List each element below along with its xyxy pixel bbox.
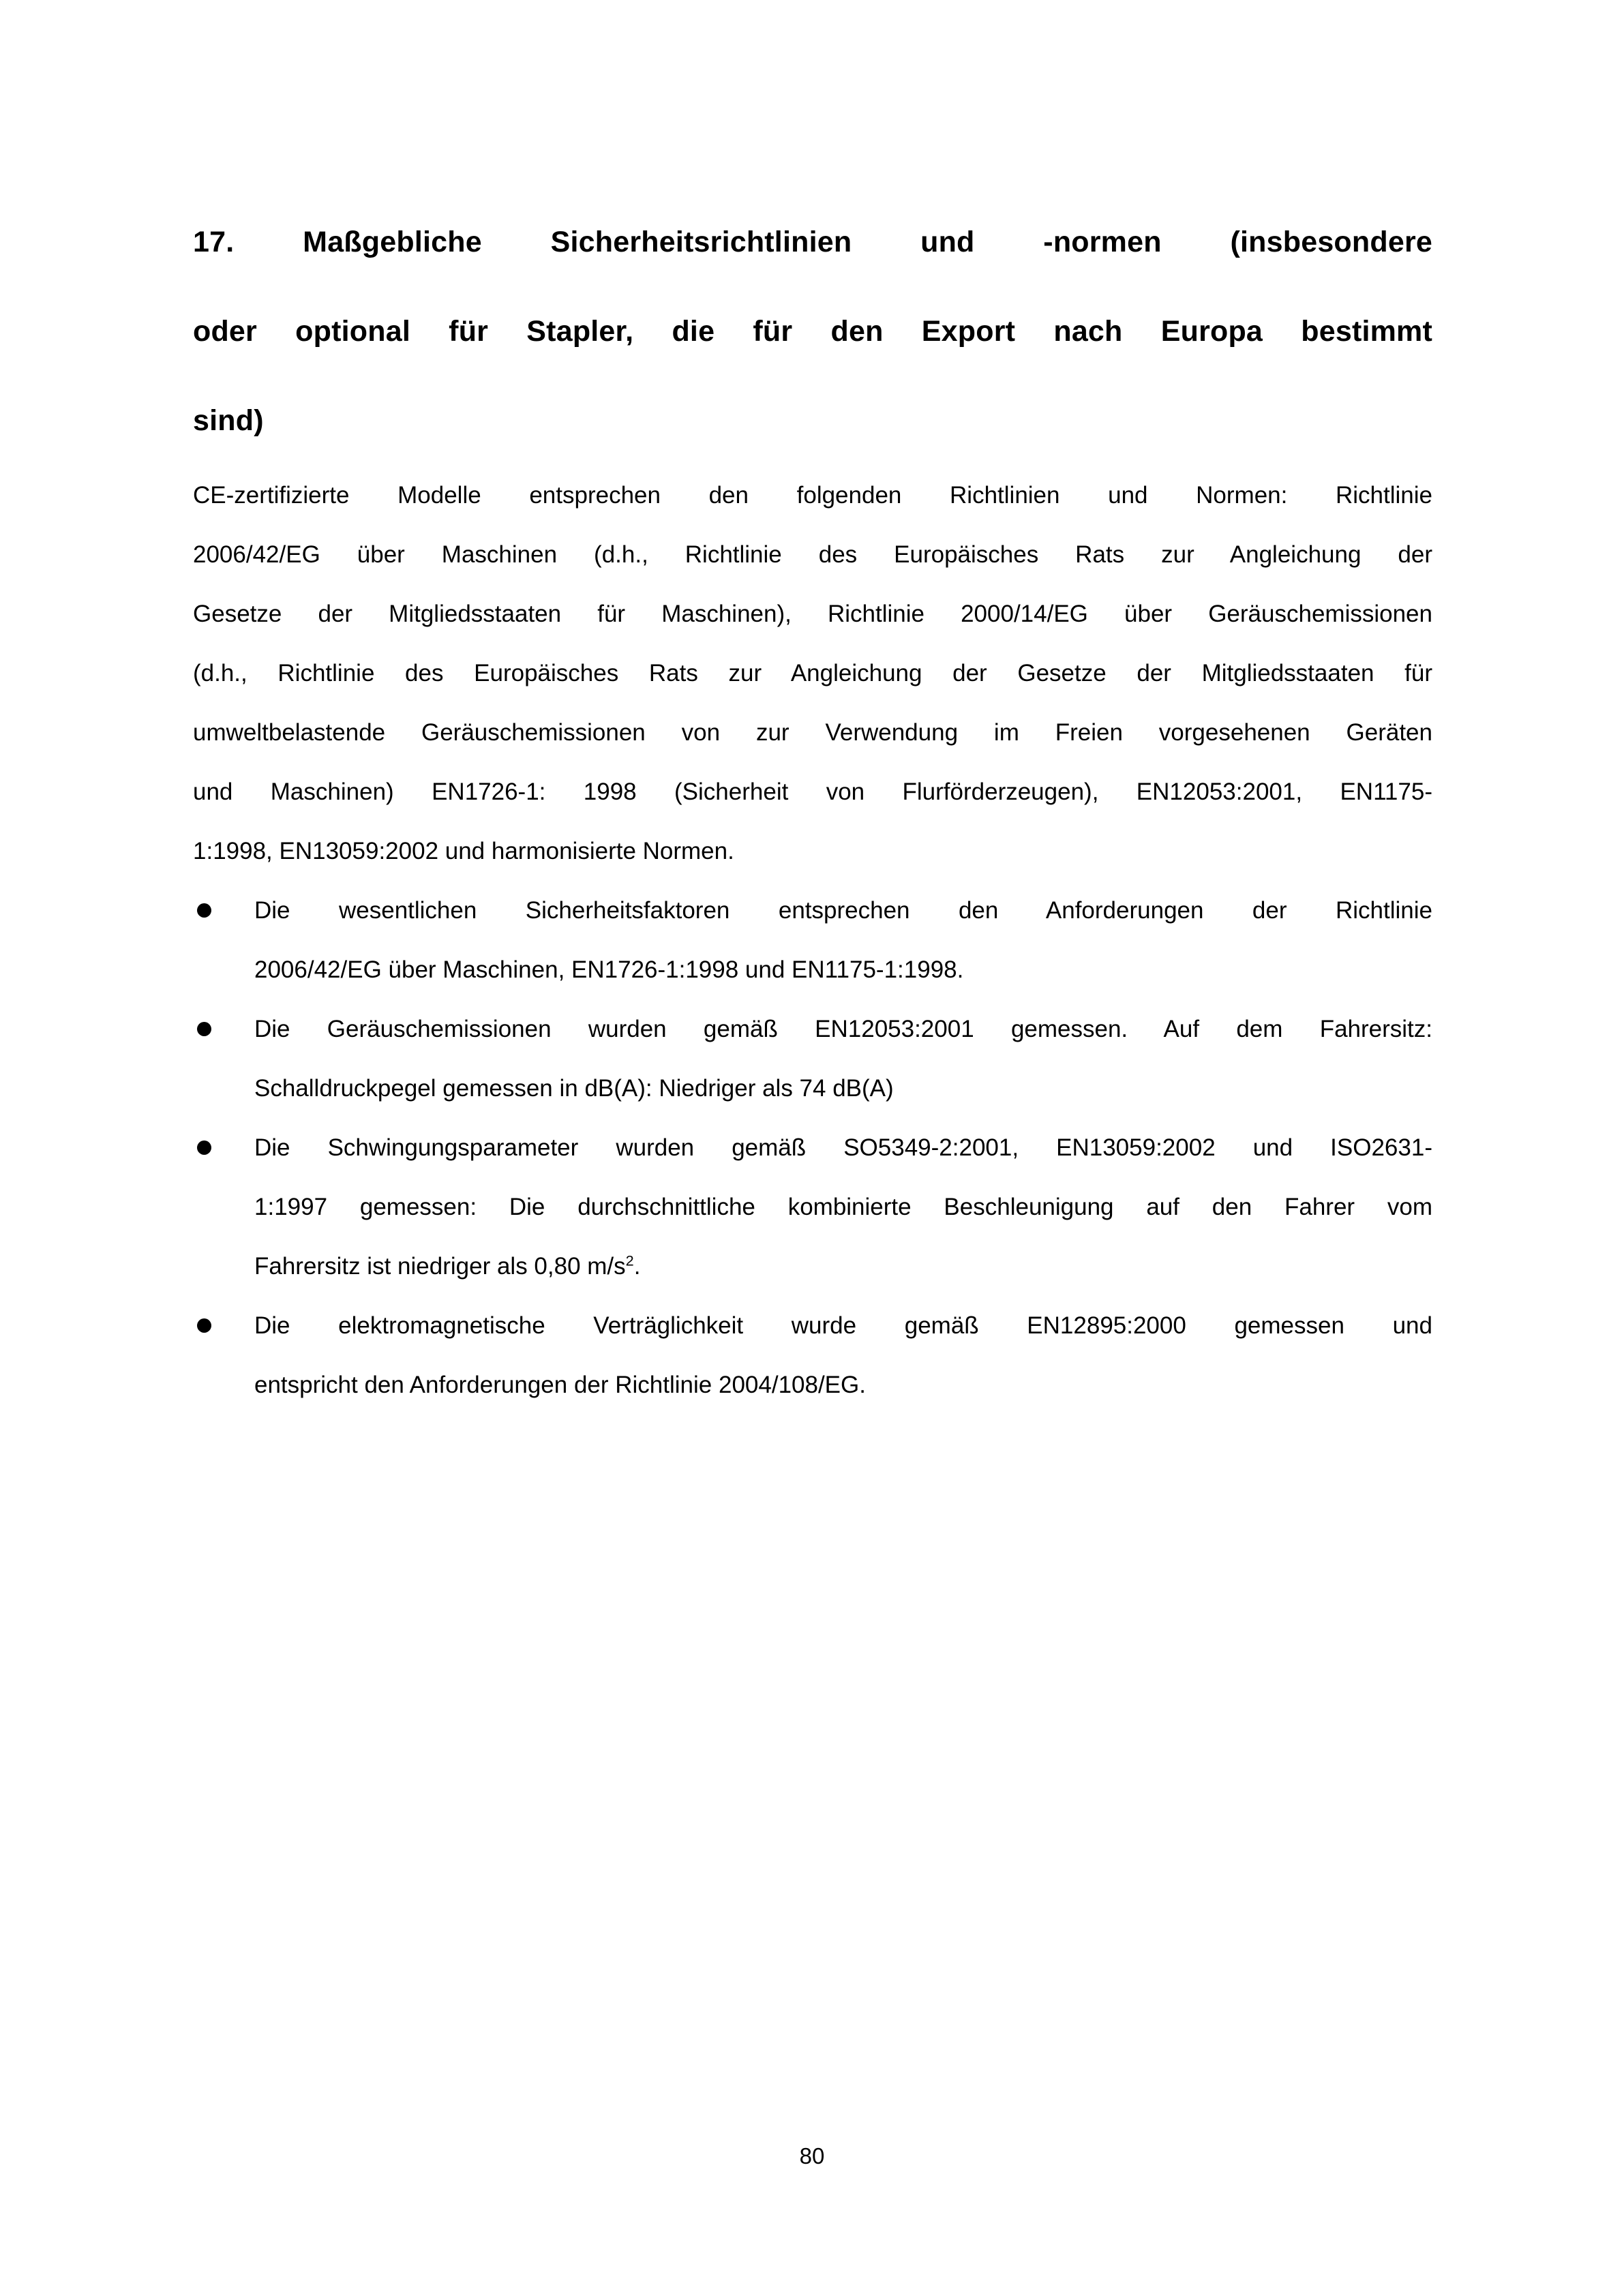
bullet-3-line-1: Die Schwingungsparameter wurden gemäß SO5349-2:2001, EN13059:2002 und ISO2631- — [254, 1134, 1432, 1161]
bullet-2-line-1: Die Geräuschemissionen wurden gemäß EN12053:2001 gemessen. Auf dem Fahrersitz: — [254, 1016, 1432, 1042]
list-item — [193, 1118, 1432, 1296]
page-number: 80 — [799, 2143, 825, 2169]
bullet-dot-icon — [197, 1118, 212, 1177]
superscript-exponent: 2 — [625, 1252, 634, 1269]
intro-line-7: 1:1998, EN13059:2002 und harmonisierte Normen. — [193, 838, 734, 864]
bullet-4-line-1: Die elektromagnetische Verträglichkeit wurde gemäß EN12895:2000 gemessen und — [254, 1312, 1432, 1339]
bullet-dot-icon — [197, 999, 212, 1059]
page-title-line-2: oder optional für Stapler, die für den Export nach Europa bestimmt — [193, 315, 1432, 348]
bullet-dot-icon — [197, 1296, 212, 1355]
intro-line-4: (d.h., Richtlinie des Europäisches Rats zur Angleichung der Gesetze der Mitgliedsstaaten für — [193, 660, 1432, 686]
intro-line-1: CE-zertifizierte Modelle entsprechen den folgenden Richtlinien und Normen: Richtlinie — [193, 482, 1432, 509]
page-content — [193, 198, 1432, 1415]
bullet-2-line-2: Schalldruckpegel gemessen in dB(A): Niedriger als 74 dB(A) — [254, 1075, 894, 1102]
bullet-3-line-3 — [254, 1237, 1432, 1296]
bullet-1-line-1: Die wesentlichen Sicherheitsfaktoren entsprechen den Anforderungen der Richtlinie — [254, 897, 1432, 924]
bullet-4-line-2: entspricht den Anforderungen der Richtlinie 2004/108/EG. — [254, 1372, 866, 1398]
intro-paragraph — [193, 466, 1432, 881]
bullet-1-line-2: 2006/42/EG über Maschinen, EN1726-1:1998 und EN1175-1:1998. — [254, 956, 964, 983]
standards-bullet-list — [193, 881, 1432, 1415]
intro-line-2: 2006/42/EG über Maschinen (d.h., Richtlinie des Europäisches Rats zur Angleichung der — [193, 541, 1432, 568]
page-title-line-3: sind) — [193, 404, 264, 437]
bullet-3-trailing-period: . — [633, 1253, 641, 1280]
page-title-line-1: 17. Maßgebliche Sicherheitsrichtlinien und -normen (insbesondere — [193, 226, 1432, 258]
intro-line-5: umweltbelastende Geräuschemissionen von zur Verwendung im Freien vorgesehenen Geräten — [193, 719, 1432, 746]
bullet-3-line-2: 1:1997 gemessen: Die durchschnittliche kombinierte Beschleunigung auf den Fahrer vom — [254, 1194, 1432, 1220]
list-item — [193, 881, 1432, 999]
intro-line-6: und Maschinen) EN1726-1: 1998 (Sicherheit von Flurförderzeugen), EN12053:2001, EN1175- — [193, 779, 1432, 805]
list-item — [193, 999, 1432, 1118]
bullet-dot-icon — [197, 881, 212, 940]
intro-line-3: Gesetze der Mitgliedsstaaten für Maschinen), Richtlinie 2000/14/EG über Geräuschemissionen — [193, 601, 1432, 627]
list-item — [193, 1296, 1432, 1415]
bullet-3-line-3-text: Fahrersitz ist niedriger als 0,80 m/s — [254, 1253, 626, 1280]
page-title — [193, 198, 1432, 466]
